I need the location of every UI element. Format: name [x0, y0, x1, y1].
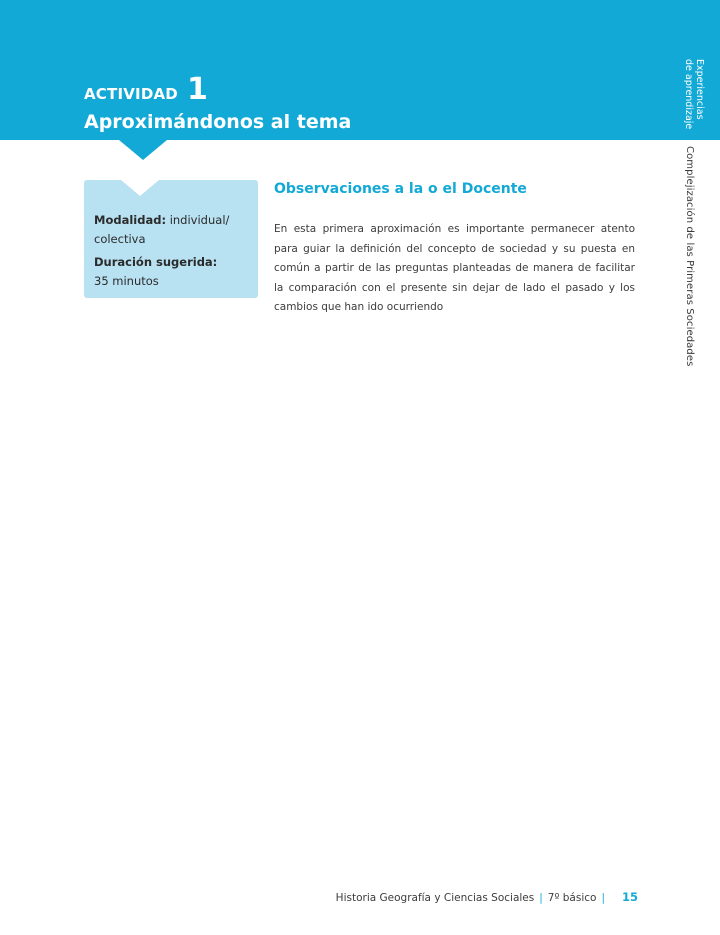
page-footer — [336, 890, 638, 904]
running-head: Complejización de las Primeras Sociedades — [684, 146, 695, 367]
header-notch — [119, 140, 167, 160]
modalidad-label: Modalidad: — [94, 213, 167, 227]
section-tab-line1: Experiencias — [694, 59, 705, 120]
page-number: 15 — [621, 890, 638, 904]
duracion-value: 35 minutos — [94, 274, 159, 288]
activity-number: 1 — [187, 72, 208, 107]
body-paragraph: En esta primera aproximación es importante permanecer atento para guiar la definición del concepto de sociedad y su puesta en común a partir de las preguntas planteadas de manera de facilitar la comparación con el presente sin dejar de lado el pasado y los cambios que han ido ocurriendo — [274, 223, 635, 313]
footer-separator: | — [601, 892, 605, 904]
footer-grade: 7º básico — [547, 892, 597, 904]
activity-word: ACTIVIDAD — [84, 85, 178, 103]
section-title: Observaciones a la o el Docente — [274, 181, 527, 197]
info-box-text — [94, 211, 254, 291]
footer-subject: Historia Geografía y Ciencias Sociales — [335, 892, 535, 904]
section-tab — [683, 59, 711, 131]
duracion-label: Duración sugerida: — [94, 255, 218, 269]
activity-title: Aproximándonos al tema — [84, 111, 352, 133]
section-tab-line2: de aprendizaje — [683, 59, 694, 130]
activity-label — [84, 72, 208, 107]
modalidad-value: individual/ — [166, 213, 230, 227]
modalidad-value-cont: colectiva — [94, 232, 146, 246]
info-box-notch — [121, 180, 159, 196]
footer-separator: | — [539, 892, 543, 904]
